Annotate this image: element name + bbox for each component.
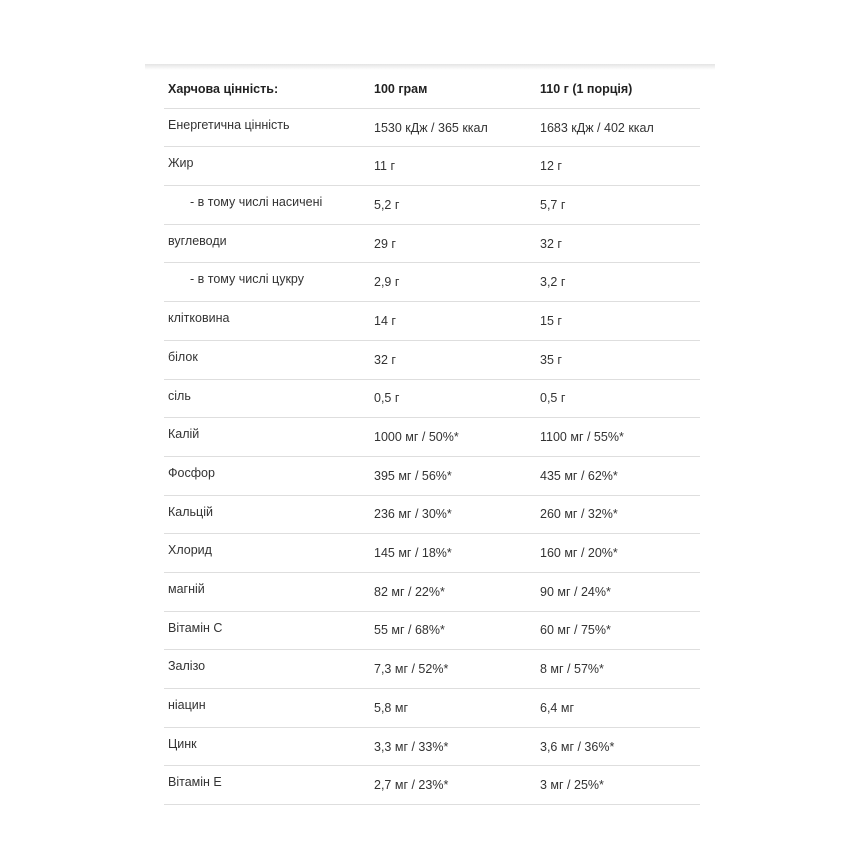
nutrient-name: Вітамін Е xyxy=(164,766,370,805)
table-row xyxy=(164,340,700,379)
table-row xyxy=(164,495,700,534)
value-per-100g: 14 г xyxy=(370,302,536,341)
nutrient-name: - в тому числі насичені xyxy=(164,186,370,225)
table-row xyxy=(164,766,700,805)
value-per-100g: 145 мг / 18%* xyxy=(370,534,536,573)
value-per-portion: 12 г xyxy=(536,147,700,186)
value-per-100g: 236 мг / 30%* xyxy=(370,495,536,534)
table-row xyxy=(164,224,700,263)
value-per-100g: 29 г xyxy=(370,224,536,263)
table-row xyxy=(164,379,700,418)
nutrient-name: клітковина xyxy=(164,302,370,341)
value-per-portion: 260 мг / 32%* xyxy=(536,495,700,534)
table-row xyxy=(164,418,700,457)
table-row xyxy=(164,689,700,728)
value-per-100g: 1000 мг / 50%* xyxy=(370,418,536,457)
header-per-portion: 110 г (1 порція) xyxy=(536,70,700,108)
nutrient-name: вуглеводи xyxy=(164,224,370,263)
value-per-portion: 435 мг / 62%* xyxy=(536,456,700,495)
value-per-100g: 2,9 г xyxy=(370,263,536,302)
table-row xyxy=(164,456,700,495)
table-row xyxy=(164,263,700,302)
value-per-portion: 15 г xyxy=(536,302,700,341)
nutrition-table xyxy=(164,70,700,805)
value-per-100g: 1530 кДж / 365 ккал xyxy=(370,108,536,147)
nutrient-name: Жир xyxy=(164,147,370,186)
table-row xyxy=(164,147,700,186)
nutrient-name: - в тому числі цукру xyxy=(164,263,370,302)
nutrient-name: Хлорид xyxy=(164,534,370,573)
nutrient-name: ніацин xyxy=(164,689,370,728)
value-per-100g: 82 мг / 22%* xyxy=(370,572,536,611)
nutrient-name: сіль xyxy=(164,379,370,418)
header-nutrient: Харчова цінність: xyxy=(164,70,370,108)
value-per-portion: 8 мг / 57%* xyxy=(536,650,700,689)
nutrition-table-body xyxy=(164,108,700,804)
value-per-100g: 11 г xyxy=(370,147,536,186)
nutrient-name: Вітамін С xyxy=(164,611,370,650)
value-per-portion: 3,6 мг / 36%* xyxy=(536,727,700,766)
nutrient-name: Фосфор xyxy=(164,456,370,495)
table-row xyxy=(164,534,700,573)
value-per-portion: 160 мг / 20%* xyxy=(536,534,700,573)
table-row xyxy=(164,302,700,341)
value-per-portion: 90 мг / 24%* xyxy=(536,572,700,611)
value-per-100g: 55 мг / 68%* xyxy=(370,611,536,650)
value-per-100g: 7,3 мг / 52%* xyxy=(370,650,536,689)
nutrition-table-header xyxy=(164,70,700,108)
value-per-portion: 6,4 мг xyxy=(536,689,700,728)
nutrient-name: Залізо xyxy=(164,650,370,689)
value-per-portion: 32 г xyxy=(536,224,700,263)
table-row xyxy=(164,611,700,650)
table-row xyxy=(164,186,700,225)
nutrient-name: Калій xyxy=(164,418,370,457)
value-per-100g: 3,3 мг / 33%* xyxy=(370,727,536,766)
value-per-100g: 0,5 г xyxy=(370,379,536,418)
nutrient-name: Енергетична цінність xyxy=(164,108,370,147)
nutrient-name: магній xyxy=(164,572,370,611)
value-per-portion: 3,2 г xyxy=(536,263,700,302)
value-per-portion: 35 г xyxy=(536,340,700,379)
value-per-portion: 3 мг / 25%* xyxy=(536,766,700,805)
value-per-portion: 1683 кДж / 402 ккал xyxy=(536,108,700,147)
value-per-100g: 2,7 мг / 23%* xyxy=(370,766,536,805)
value-per-portion: 60 мг / 75%* xyxy=(536,611,700,650)
value-per-100g: 5,2 г xyxy=(370,186,536,225)
table-row xyxy=(164,650,700,689)
nutrient-name: білок xyxy=(164,340,370,379)
header-row xyxy=(164,70,700,108)
nutrient-name: Цинк xyxy=(164,727,370,766)
table-row xyxy=(164,108,700,147)
value-per-100g: 32 г xyxy=(370,340,536,379)
value-per-100g: 395 мг / 56%* xyxy=(370,456,536,495)
table-row xyxy=(164,727,700,766)
value-per-100g: 5,8 мг xyxy=(370,689,536,728)
value-per-portion: 1100 мг / 55%* xyxy=(536,418,700,457)
header-per-100g: 100 грам xyxy=(370,70,536,108)
value-per-portion: 5,7 г xyxy=(536,186,700,225)
nutrient-name: Кальцій xyxy=(164,495,370,534)
value-per-portion: 0,5 г xyxy=(536,379,700,418)
table-row xyxy=(164,572,700,611)
